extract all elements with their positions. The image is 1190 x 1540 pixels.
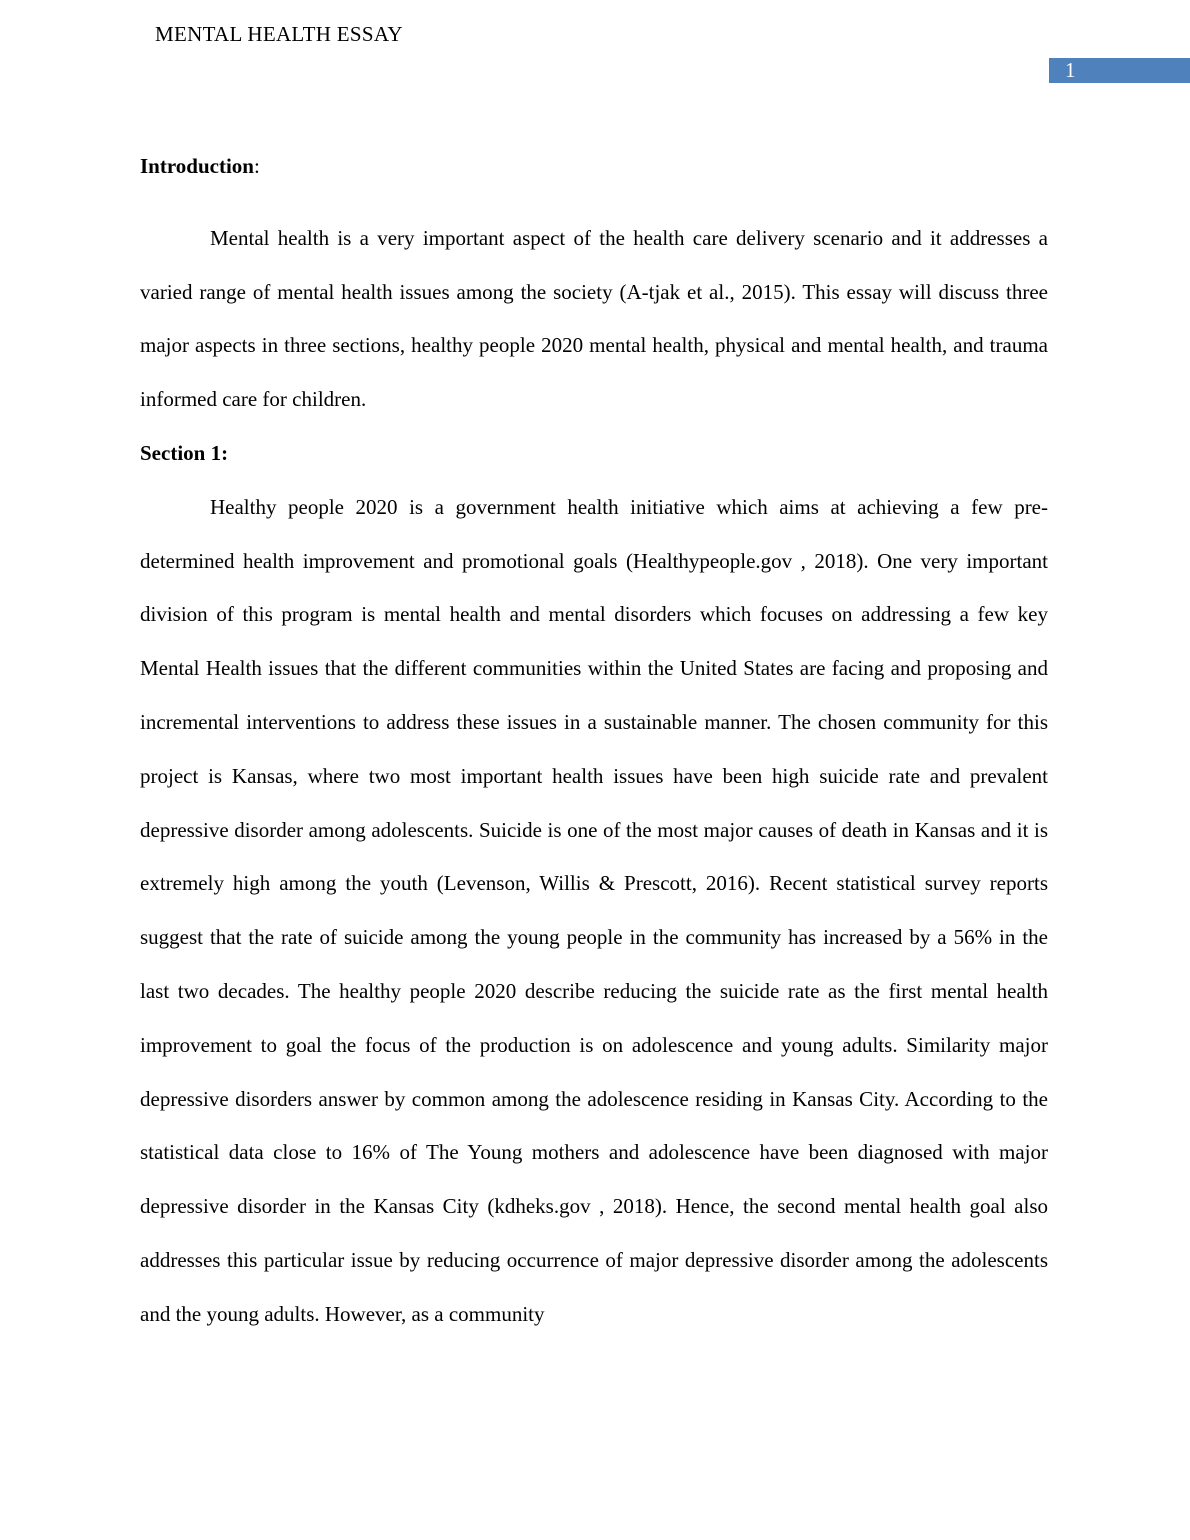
page-number-bar xyxy=(1049,58,1190,83)
introduction-paragraph: Mental health is a very important aspect of the health care delivery scenario and it addresses a varied range of mental health issues among the society (A-tjak et al., 2015). This essay will discuss three major aspects in three sections, healthy people 2020 mental health, physical and mental health, and trauma informed care for children. xyxy=(140,225,1048,412)
introduction-heading-label: Introduction xyxy=(140,154,254,178)
page-number: 1 xyxy=(1065,58,1076,82)
section-1-heading: Section 1: xyxy=(140,440,229,465)
section-1-paragraph: Healthy people 2020 is a government health initiative which aims at achieving a few pre-determined health improvement and promotional goals (Healthypeople.gov , 2018). One very important division of this program is mental health and mental disorders which focuses on addressing a few key Mental Health issues that the different communities within the United States are facing and proposing and incremental interventions to address these issues in a sustainable manner. The chosen community for this project is Kansas, where two most important health issues have been high suicide rate and prevalent depressive disorder among adolescents. Suicide is one of the most major causes of death in Kansas and it is extremely high among the youth (Levenson, Willis & Prescott, 2016). Recent statistical survey reports suggest that the rate of suicide among the young people in the community has increased by a 56% in the last two decades. The healthy people 2020 describe reducing the suicide rate as the first mental health improvement to goal the focus of the production is on adolescence and young adults. Similarity major depressive disorders answer by common among the adolescence residing in Kansas City. According to the statistical data close to 16% of The Young mothers and adolescence have been diagnosed with major depressive disorder in the Kansas City (kdheks.gov , 2018). Hence, the second mental health goal also addresses this particular issue by reducing occurrence of major depressive disorder among the adolescents and the young adults. However, as a community xyxy=(140,494,1048,1326)
running-head: MENTAL HEALTH ESSAY xyxy=(155,22,403,46)
introduction-heading xyxy=(140,140,1048,194)
introduction-heading-colon: : xyxy=(253,154,260,178)
document-body xyxy=(140,140,1048,1342)
